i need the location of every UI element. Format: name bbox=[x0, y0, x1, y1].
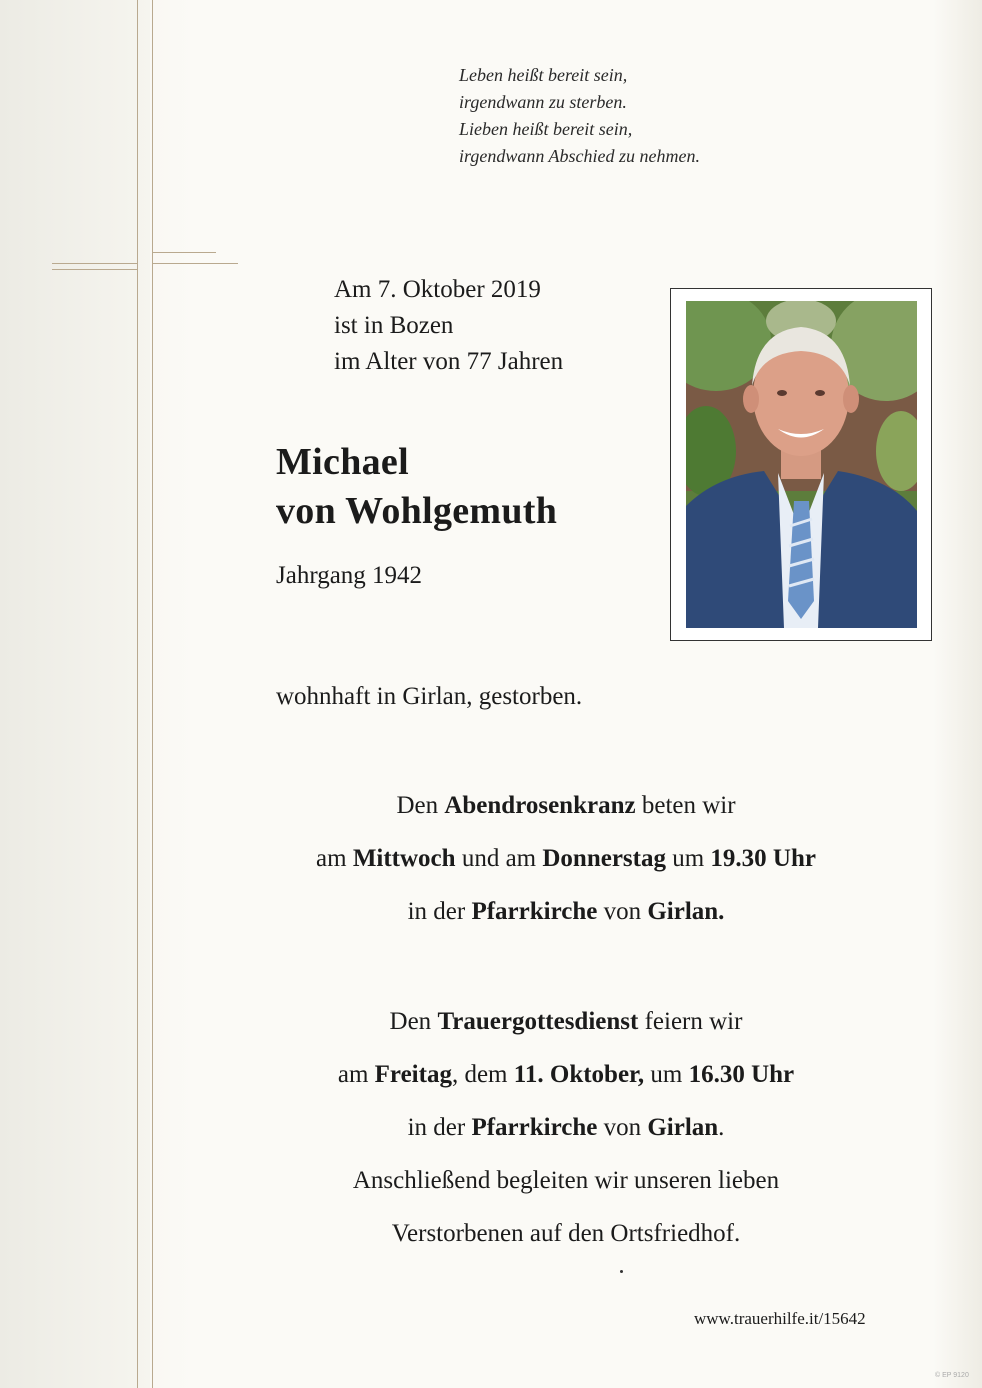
rosary-line-2 bbox=[150, 832, 982, 885]
text-span: in der bbox=[407, 1114, 472, 1141]
text-span: feiern wir bbox=[638, 1008, 743, 1035]
funeral-line-3 bbox=[150, 1101, 982, 1154]
text-span: um bbox=[644, 1061, 689, 1088]
birth-year: Jahrgang 1942 bbox=[276, 562, 423, 589]
funeral-line-4: Anschließend begleiten wir unseren lieben bbox=[352, 1167, 780, 1194]
residence-line: wohnhaft in Girlan, gestorben. bbox=[276, 683, 583, 710]
rosary-time: 19.30 Uhr bbox=[710, 845, 816, 872]
rosary-label: Abendrosenkranz bbox=[444, 792, 636, 819]
funeral-time: 16.30 Uhr bbox=[688, 1061, 795, 1088]
deceased-name bbox=[276, 438, 557, 536]
death-place-line: ist in Bozen bbox=[334, 312, 454, 339]
weekday: Mittwoch bbox=[352, 845, 456, 872]
text-span: , dem bbox=[451, 1061, 514, 1088]
text-span: und am bbox=[455, 845, 543, 872]
text-span: von bbox=[597, 1114, 648, 1141]
weekday: Donnerstag bbox=[542, 845, 666, 872]
text-span: in der bbox=[407, 898, 472, 925]
village-name: Girlan bbox=[647, 1114, 719, 1141]
last-name: von Wohlgemuth bbox=[276, 490, 558, 532]
funeral-line-1 bbox=[150, 995, 982, 1048]
first-name: Michael bbox=[276, 441, 409, 483]
quote-line: Lieben heißt bereit sein, bbox=[459, 119, 633, 139]
text-span: von bbox=[597, 898, 648, 925]
quote-verse bbox=[459, 62, 839, 170]
church-name: Pfarrkirche bbox=[471, 898, 598, 925]
text-span: am bbox=[316, 845, 353, 872]
rosary-line-1 bbox=[150, 779, 982, 832]
text-span: Den bbox=[389, 1008, 438, 1035]
death-date-line: Am 7. Oktober 2019 bbox=[334, 276, 541, 303]
rosary-line-3 bbox=[150, 885, 982, 938]
death-announcement bbox=[334, 272, 563, 380]
funeral-line-5: Verstorbenen auf den Ortsfriedhof. bbox=[391, 1220, 741, 1247]
left-margin-strip bbox=[0, 0, 150, 1388]
church-name: Pfarrkirche bbox=[471, 1114, 598, 1141]
funeral-line-2 bbox=[150, 1048, 982, 1101]
weekday: Freitag bbox=[374, 1061, 452, 1088]
village-name: Girlan. bbox=[647, 898, 725, 925]
text-span: um bbox=[665, 845, 711, 872]
text-span: Den bbox=[396, 792, 445, 819]
portrait-photo bbox=[686, 301, 917, 628]
website-link[interactable]: www.trauerhilfe.it/15642 bbox=[694, 1309, 866, 1328]
rosary-section bbox=[150, 779, 982, 938]
funeral-service-label: Trauergottesdienst bbox=[437, 1008, 639, 1035]
text-span: . bbox=[718, 1114, 725, 1141]
portrait-frame bbox=[670, 288, 932, 641]
decorative-dot bbox=[620, 1270, 623, 1273]
print-code: © EP 9120 bbox=[935, 1372, 969, 1379]
quote-line: irgendwann Abschied zu nehmen. bbox=[459, 146, 700, 166]
quote-line: Leben heißt bereit sein, bbox=[459, 65, 628, 85]
text-span: beten wir bbox=[635, 792, 736, 819]
text-span: am bbox=[337, 1061, 375, 1088]
quote-line: irgendwann zu sterben. bbox=[459, 92, 627, 112]
funeral-section bbox=[150, 995, 982, 1260]
age-line: im Alter von 77 Jahren bbox=[334, 348, 564, 375]
funeral-date: 11. Oktober, bbox=[513, 1061, 645, 1088]
